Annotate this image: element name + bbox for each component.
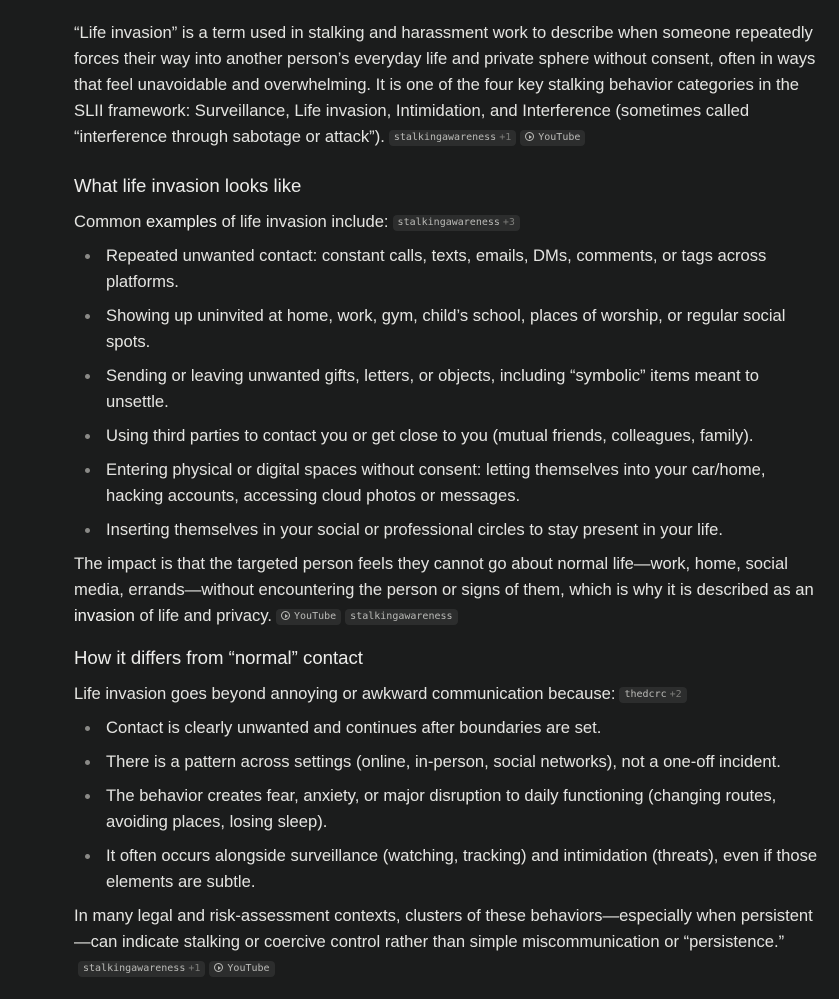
chip-label: YouTube	[294, 611, 337, 622]
chip-label: stalkingawareness	[393, 132, 497, 143]
section-heading-looks-like: What life invasion looks like	[74, 175, 302, 196]
examples-strong: examples	[145, 212, 217, 231]
examples-intro-text: Common	[74, 212, 146, 231]
differs-intro-text: Life invasion goes beyond annoying or awkward communication because:	[74, 684, 616, 703]
list-item: Entering physical or digital spaces without consent: letting themselves into your car/home, hacking accounts, accessing cloud photos or messages.	[74, 457, 826, 509]
section-heading-differs: How it differs from “normal” contact	[74, 647, 363, 668]
answer-content	[74, 20, 826, 981]
source-chip-youtube[interactable]	[520, 130, 585, 146]
list-item: Contact is clearly unwanted and continues after boundaries are set.	[74, 715, 826, 741]
play-circle-icon	[281, 611, 290, 620]
chip-label: stalkingawareness	[397, 217, 500, 228]
source-chip-stalkingawareness[interactable]	[393, 215, 520, 231]
chip-more-count: +1	[499, 132, 512, 143]
source-chip-youtube[interactable]	[209, 961, 274, 977]
list-item: Using third parties to contact you or get close to you (mutual friends, colleagues, family).	[74, 423, 826, 449]
chip-label: stalkingawareness	[83, 963, 186, 974]
intro-paragraph	[74, 20, 826, 150]
list-item: There is a pattern across settings (online, in-person, social networks), not a one-off incident.	[74, 749, 826, 775]
impact-paragraph	[74, 551, 826, 629]
chip-more-count: +2	[669, 689, 682, 700]
impact-strong: invasion	[74, 606, 135, 625]
impact-text: The impact is that the targeted person feels they cannot go about normal life—work, home, social media, errands—without encountering the person or signs of them, which is why it is described as an	[74, 554, 814, 599]
source-chip-youtube[interactable]	[276, 609, 341, 625]
list-item: It often occurs alongside surveillance (watching, tracking) and intimidation (threats), even if those elements are subtle.	[74, 843, 826, 895]
impact-text-end: of life and privacy.	[134, 606, 273, 625]
chip-more-count: +1	[188, 963, 201, 974]
examples-list	[74, 243, 826, 543]
differs-list	[74, 715, 826, 895]
source-chip-stalkingawareness[interactable]	[78, 961, 205, 977]
closing-text: In many legal and risk-assessment contexts, clusters of these behaviors—especially when persistent—can indicate stalking or coercive control rather than simple miscommunication or “persistence.”	[74, 906, 813, 951]
list-item: The behavior creates fear, anxiety, or major disruption to daily functioning (changing routes, avoiding places, losing sleep).	[74, 783, 826, 835]
closing-paragraph	[74, 903, 826, 981]
chip-label: stalkingawareness	[350, 611, 453, 622]
list-item: Showing up uninvited at home, work, gym, child’s school, places of worship, or regular social spots.	[74, 303, 826, 355]
source-chip-thedcrc[interactable]	[619, 687, 686, 703]
intro-text: “Life invasion” is a term used in stalking and harassment work to describe when someone repeatedly forces their way into another person’s everyday life and private sphere without consent, often in ways that feel unavoidable and overwhelming. It is one of the four key stalking behavior categories in the SLII framework: Surveillance, Life invasion, Intimidation, and Interference (sometimes called “interference through sabotage or attack”).	[74, 23, 816, 146]
chip-label: YouTube	[227, 963, 270, 974]
source-chip-stalkingawareness[interactable]	[345, 609, 457, 625]
list-item: Inserting themselves in your social or professional circles to stay present in your life.	[74, 517, 826, 543]
list-item: Repeated unwanted contact: constant calls, texts, emails, DMs, comments, or tags across platforms.	[74, 243, 826, 295]
play-circle-icon	[525, 132, 534, 141]
examples-intro	[74, 209, 826, 235]
differs-intro	[74, 681, 826, 707]
play-circle-icon	[214, 963, 223, 972]
examples-intro-text-end: of life invasion include:	[216, 212, 389, 231]
chip-more-count: +3	[502, 217, 515, 228]
source-chip-stalkingawareness[interactable]	[389, 130, 516, 146]
chip-label: thedcrc	[624, 689, 667, 700]
list-item: Sending or leaving unwanted gifts, letters, or objects, including “symbolic” items meant to unsettle.	[74, 363, 826, 415]
chip-label: YouTube	[538, 132, 581, 143]
